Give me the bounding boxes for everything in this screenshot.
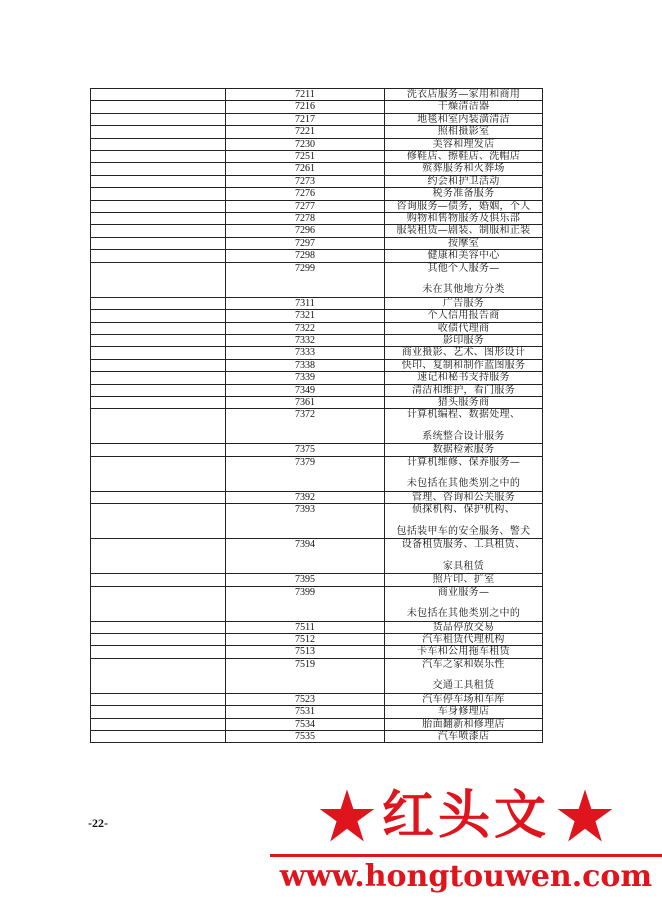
page-number: -22-	[88, 816, 108, 830]
description-line: 约会和护卫活动	[427, 175, 500, 187]
code-cell: 7322	[226, 322, 385, 334]
blank-cell	[91, 586, 226, 621]
blank-cell	[91, 175, 226, 187]
description-line: 计算机编程、数据处理、	[406, 409, 521, 421]
description-line: 汽车之家和娱乐性	[422, 658, 505, 670]
description-cell	[385, 163, 543, 175]
table-row	[91, 262, 543, 297]
code-cell: 7211	[226, 89, 385, 101]
code-cell: 7393	[226, 504, 385, 539]
blank-cell	[91, 213, 226, 225]
blank-cell	[91, 151, 226, 163]
description-line: 商业服务—	[437, 586, 490, 598]
blank-cell	[91, 372, 226, 384]
code-cell: 7349	[226, 384, 385, 396]
blank-cell	[91, 706, 226, 718]
description-line: 修鞋店、擦鞋店、洗帽店	[406, 151, 521, 163]
blank-cell	[91, 409, 226, 444]
description-cell	[385, 396, 543, 408]
blank-cell	[91, 310, 226, 322]
description-cell	[385, 586, 543, 621]
star-icon	[318, 787, 376, 845]
description-line: 车身修理店	[437, 706, 490, 718]
code-cell: 7321	[226, 310, 385, 322]
description-cell	[385, 539, 543, 574]
table-row	[91, 151, 543, 163]
blank-cell	[91, 225, 226, 237]
description-cell	[385, 334, 543, 346]
description-line: 侦探机构、保护机构、	[412, 504, 515, 516]
table-row	[91, 237, 543, 249]
description-line: 商业摄影、艺术、图形设计	[401, 347, 526, 359]
code-cell: 7297	[226, 237, 385, 249]
description-line: 胎面翻新和修理店	[422, 718, 505, 730]
description-cell	[385, 574, 543, 586]
blank-cell	[91, 101, 226, 113]
blank-cell	[91, 633, 226, 645]
table-row	[91, 310, 543, 322]
description-cell	[385, 444, 543, 456]
table-row	[91, 126, 543, 138]
description-cell	[385, 237, 543, 249]
code-cell: 7511	[226, 621, 385, 633]
blank-cell	[91, 262, 226, 297]
table-row	[91, 621, 543, 633]
table-row	[91, 731, 543, 743]
description-line: 清洁和维护，看门服务	[412, 384, 515, 396]
blank-cell	[91, 322, 226, 334]
description-line: 按摩室	[448, 237, 479, 249]
description-line: 殡葬服务和火葬场	[422, 163, 505, 175]
description-cell	[385, 225, 543, 237]
description-cell	[385, 359, 543, 371]
table-row	[91, 693, 543, 705]
description-line: 猎头服务商	[437, 396, 490, 408]
description-cell	[385, 718, 543, 730]
blank-cell	[91, 574, 226, 586]
description-line: 干燥清洁器	[437, 101, 490, 113]
blank-cell	[91, 89, 226, 101]
blank-cell	[91, 237, 226, 249]
description-cell	[385, 456, 543, 491]
blank-cell	[91, 504, 226, 539]
code-cell: 7513	[226, 646, 385, 658]
code-cell: 7339	[226, 372, 385, 384]
description-cell	[385, 89, 543, 101]
description-line: 收债代理商	[437, 322, 490, 334]
table-row	[91, 163, 543, 175]
description-line: 照相摄影室	[437, 126, 490, 138]
description-line: 包括装甲车的安全服务、警犬	[396, 525, 531, 537]
code-table	[90, 88, 543, 743]
code-cell: 7395	[226, 574, 385, 586]
watermark	[270, 780, 662, 898]
table-row	[91, 491, 543, 503]
description-cell	[385, 200, 543, 212]
code-cell: 7399	[226, 586, 385, 621]
description-line: 健康和美容中心	[427, 250, 500, 262]
description-cell	[385, 126, 543, 138]
description-line: 速记和秘书支持服务	[417, 372, 510, 384]
blank-cell	[91, 384, 226, 396]
description-line: 计算机维修、保养服务—	[406, 456, 521, 468]
table-body	[91, 89, 543, 743]
description-cell	[385, 322, 543, 334]
description-line: 广告服务	[442, 297, 485, 309]
blank-cell	[91, 297, 226, 309]
description-cell	[385, 175, 543, 187]
description-line: 家具租赁	[442, 560, 485, 572]
description-cell	[385, 101, 543, 113]
blank-cell	[91, 347, 226, 359]
table-row	[91, 297, 543, 309]
description-line: 管理、咨询和公关服务	[412, 491, 515, 503]
description-line: 快印、复制和制作蓝图服务	[401, 359, 526, 371]
description-cell	[385, 731, 543, 743]
description-line: 系统整合设计服务	[422, 430, 505, 442]
blank-cell	[91, 693, 226, 705]
table-row	[91, 213, 543, 225]
code-cell: 7298	[226, 250, 385, 262]
description-cell	[385, 138, 543, 150]
code-cell: 7338	[226, 359, 385, 371]
description-cell	[385, 658, 543, 693]
description-cell	[385, 213, 543, 225]
description-line: 未在其他地方分类	[422, 284, 505, 296]
description-cell	[385, 384, 543, 396]
table-row	[91, 113, 543, 125]
code-cell: 7277	[226, 200, 385, 212]
description-cell	[385, 706, 543, 718]
description-line: 交通工具租赁	[432, 680, 495, 692]
code-cell: 7296	[226, 225, 385, 237]
code-cell: 7217	[226, 113, 385, 125]
code-cell: 7392	[226, 491, 385, 503]
description-cell	[385, 151, 543, 163]
blank-cell	[91, 658, 226, 693]
table-row	[91, 138, 543, 150]
code-cell: 7375	[226, 444, 385, 456]
description-cell	[385, 409, 543, 444]
table-row	[91, 504, 543, 539]
description-line: 税务准备服务	[432, 188, 495, 200]
description-line: 未包括在其他类别之中的	[406, 478, 521, 490]
description-line: 货品停放交易	[432, 621, 495, 633]
code-cell: 7361	[226, 396, 385, 408]
blank-cell	[91, 126, 226, 138]
code-cell: 7519	[226, 658, 385, 693]
watermark-title: 红头文	[381, 785, 550, 846]
code-cell: 7311	[226, 297, 385, 309]
blank-cell	[91, 731, 226, 743]
blank-cell	[91, 334, 226, 346]
code-cell: 7261	[226, 163, 385, 175]
description-line: 咨询服务—债务，婚姻，个人	[396, 200, 531, 212]
table-row	[91, 200, 543, 212]
description-line: 服装租赁—剧装、制服和正装	[396, 225, 531, 237]
code-cell: 7394	[226, 539, 385, 574]
table-row	[91, 706, 543, 718]
code-cell: 7523	[226, 693, 385, 705]
description-line: 汽车喷漆店	[437, 731, 490, 742]
blank-cell	[91, 200, 226, 212]
table-row	[91, 658, 543, 693]
table-row	[91, 250, 543, 262]
code-cell: 7531	[226, 706, 385, 718]
table-row	[91, 175, 543, 187]
description-line: 地毯和室内装潢清洁	[417, 113, 510, 125]
table-row	[91, 347, 543, 359]
description-line: 其他个人服务—	[427, 262, 500, 274]
table-row	[91, 359, 543, 371]
code-cell: 7216	[226, 101, 385, 113]
code-cell: 7512	[226, 633, 385, 645]
description-cell	[385, 113, 543, 125]
code-cell: 7299	[226, 262, 385, 297]
code-cell: 7230	[226, 138, 385, 150]
table-row	[91, 396, 543, 408]
table-row	[91, 456, 543, 491]
code-cell: 7333	[226, 347, 385, 359]
code-cell: 7251	[226, 151, 385, 163]
description-cell	[385, 646, 543, 658]
description-line: 未包括在其他类别之中的	[406, 607, 521, 619]
description-cell	[385, 372, 543, 384]
blank-cell	[91, 163, 226, 175]
table-row	[91, 225, 543, 237]
description-line: 汽车停车场和车库	[422, 693, 505, 705]
code-cell: 7278	[226, 213, 385, 225]
table-row	[91, 384, 543, 396]
blank-cell	[91, 138, 226, 150]
blank-cell	[91, 718, 226, 730]
code-cell: 7372	[226, 409, 385, 444]
code-cell: 7379	[226, 456, 385, 491]
description-cell	[385, 297, 543, 309]
table-row	[91, 633, 543, 645]
table-row	[91, 574, 543, 586]
table-row	[91, 322, 543, 334]
description-cell	[385, 347, 543, 359]
table-row	[91, 718, 543, 730]
description-line: 照片印、扩室	[432, 574, 495, 586]
table-row	[91, 188, 543, 200]
description-cell	[385, 491, 543, 503]
code-cell: 7535	[226, 731, 385, 743]
watermark-brand	[270, 780, 662, 852]
description-line: 美容和理发店	[432, 138, 495, 150]
table-row	[91, 646, 543, 658]
blank-cell	[91, 113, 226, 125]
description-cell	[385, 693, 543, 705]
code-cell: 7332	[226, 334, 385, 346]
table-row	[91, 444, 543, 456]
code-cell: 7273	[226, 175, 385, 187]
description-line: 个人信用报告商	[427, 310, 500, 322]
code-cell: 7221	[226, 126, 385, 138]
star-icon	[556, 787, 614, 845]
blank-cell	[91, 444, 226, 456]
blank-cell	[91, 396, 226, 408]
blank-cell	[91, 359, 226, 371]
description-line: 洗衣店服务—家用和商用	[406, 89, 521, 100]
description-cell	[385, 262, 543, 297]
table-row	[91, 334, 543, 346]
description-line: 购物和售物服务及俱乐部	[406, 213, 521, 225]
description-line: 影印服务	[442, 334, 485, 346]
description-line: 卡车和公用拖车租赁	[417, 646, 510, 658]
blank-cell	[91, 646, 226, 658]
description-cell	[385, 310, 543, 322]
description-cell	[385, 633, 543, 645]
blank-cell	[91, 250, 226, 262]
description-cell	[385, 188, 543, 200]
description-cell	[385, 621, 543, 633]
table-row	[91, 89, 543, 101]
table-row	[91, 539, 543, 574]
watermark-divider	[270, 854, 662, 857]
table-row	[91, 586, 543, 621]
code-cell: 7276	[226, 188, 385, 200]
watermark-url: www.hongtouwen.com	[279, 859, 653, 894]
description-line: 汽车租赁代理机构	[422, 633, 505, 645]
blank-cell	[91, 456, 226, 491]
description-line: 数据检索服务	[432, 444, 495, 456]
description-cell	[385, 250, 543, 262]
description-line: 设备租赁服务、工具租赁、	[401, 539, 526, 551]
code-cell: 7534	[226, 718, 385, 730]
table-row	[91, 372, 543, 384]
blank-cell	[91, 491, 226, 503]
description-cell	[385, 504, 543, 539]
blank-cell	[91, 621, 226, 633]
table-row	[91, 409, 543, 444]
blank-cell	[91, 188, 226, 200]
blank-cell	[91, 539, 226, 574]
table-row	[91, 101, 543, 113]
